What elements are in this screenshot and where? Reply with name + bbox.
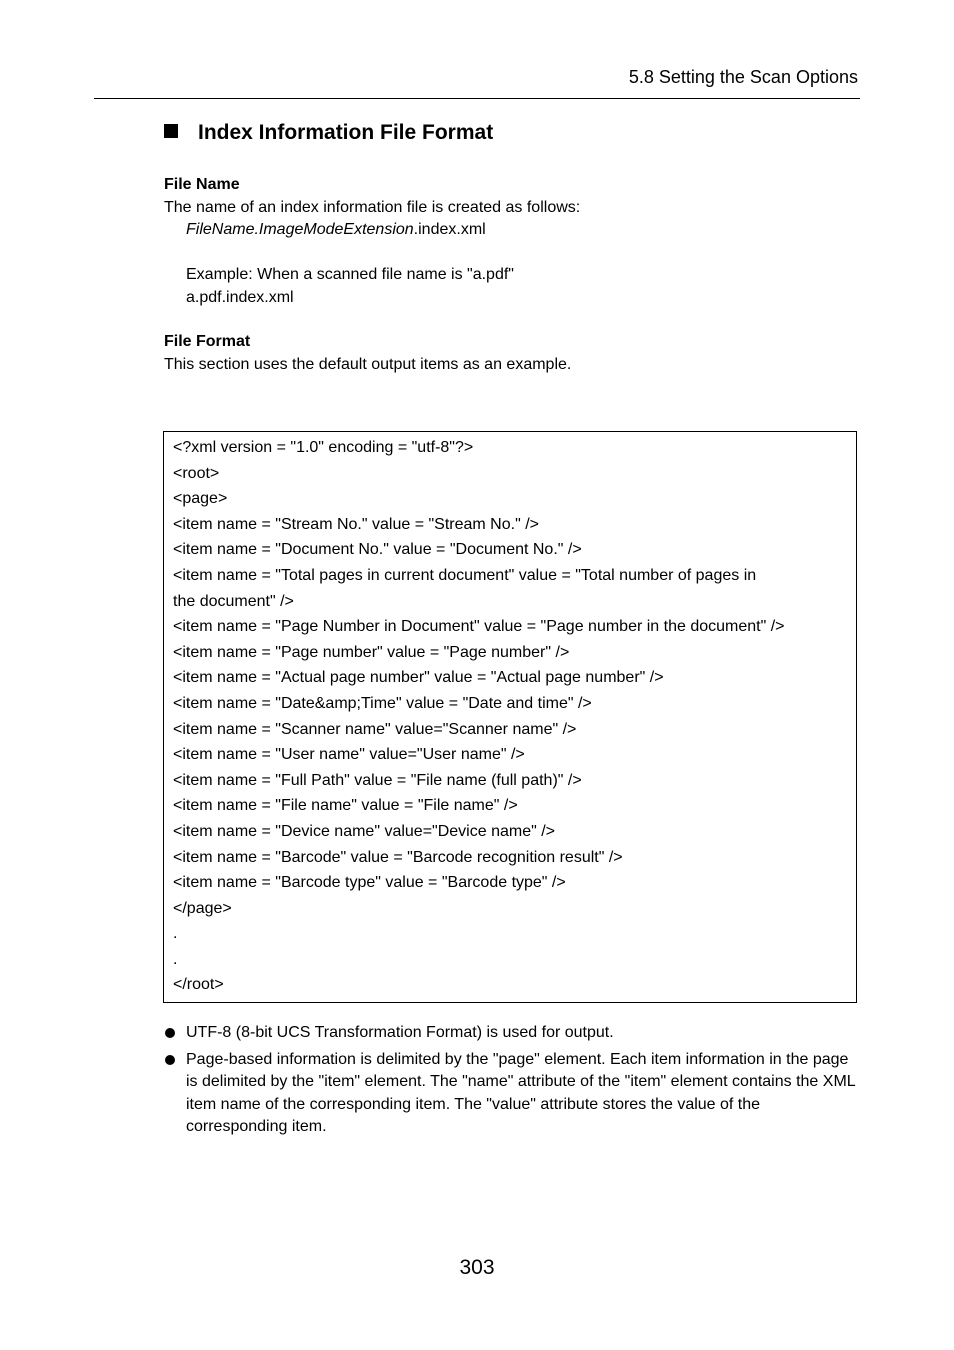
code-line: <item name = "Device name" value="Device name" /> <box>173 822 556 840</box>
code-line: <?xml version = "1.0" encoding = "utf-8"?> <box>173 439 474 456</box>
code-line: <item name = "Full Path" value = "File name (full path)" /> <box>173 771 582 789</box>
section-heading <box>164 119 493 147</box>
header-section-title: 5.8 Setting the Scan Options <box>628 67 858 87</box>
code-line: <item name = "Actual page number" value = "Actual page number" /> <box>173 669 664 687</box>
code-line: <page> <box>173 490 228 508</box>
code-line: . <box>173 950 178 968</box>
file-name-pattern-suffix: .index.xml <box>413 221 486 238</box>
note-text: UTF-8 (8-bit UCS Transformation Format) is used for output. <box>186 1024 614 1041</box>
file-format-intro: This section uses the default output items as an example. <box>164 356 572 373</box>
code-line: </root> <box>173 976 224 994</box>
code-line: <item name = "File name" value = "File name" /> <box>173 797 518 815</box>
bullet-dot-icon <box>165 1055 175 1065</box>
note-item <box>164 1022 860 1045</box>
square-bullet-icon <box>164 124 178 138</box>
xml-code-box <box>163 431 857 1003</box>
code-line: <item name = "Scanner name" value="Scanner name" /> <box>173 720 577 738</box>
file-name-example-result: a.pdf.index.xml <box>186 289 294 306</box>
code-line: </page> <box>173 899 232 917</box>
bullet-dot-icon <box>165 1028 175 1038</box>
file-format-heading: File Format <box>164 333 251 350</box>
code-line: <item name = "Barcode type" value = "Barcode type" /> <box>173 874 566 892</box>
code-line: <item name = "User name" value="User name" /> <box>173 746 525 764</box>
code-line: <item name = "Date&amp;Time" value = "Date and time" /> <box>173 694 592 712</box>
code-line: <item name = "Stream No." value = "Stream No." /> <box>173 515 539 533</box>
file-name-example: Example: When a scanned file name is "a.pdf" <box>186 266 514 283</box>
note-text: Page-based information is delimited by the "page" element. Each item information in the page is delimited by the "item" element. The "name" attribute of the "item" element contains the XML item name of the corresponding item. The "value" attribute stores the value of the corresponding item. <box>186 1050 856 1135</box>
code-line: <item name = "Barcode" value = "Barcode recognition result" /> <box>173 848 623 866</box>
code-line: <item name = "Document No." value = "Document No." /> <box>173 541 582 559</box>
file-name-heading: File Name <box>164 176 240 193</box>
notes-list <box>164 1022 860 1143</box>
code-line: <item name = "Page Number in Document" value = "Page number in the document" /> <box>173 618 785 636</box>
code-line: the document" /> <box>173 592 294 610</box>
code-line: . <box>173 925 178 943</box>
page-number: 303 <box>459 1256 495 1279</box>
code-line: <item name = "Page number" value = "Page number" /> <box>173 643 570 661</box>
section-heading-text: Index Information File Format <box>198 121 494 144</box>
file-name-pattern-italic: FileName.ImageModeExtension <box>186 221 414 238</box>
code-line: <item name = "Total pages in current document" value = "Total number of pages in <box>173 566 757 584</box>
code-line: <root> <box>173 464 220 482</box>
note-item <box>164 1049 860 1139</box>
file-name-intro: The name of an index information file is created as follows: <box>164 199 581 216</box>
file-name-pattern <box>186 219 486 241</box>
header-divider <box>94 98 860 99</box>
